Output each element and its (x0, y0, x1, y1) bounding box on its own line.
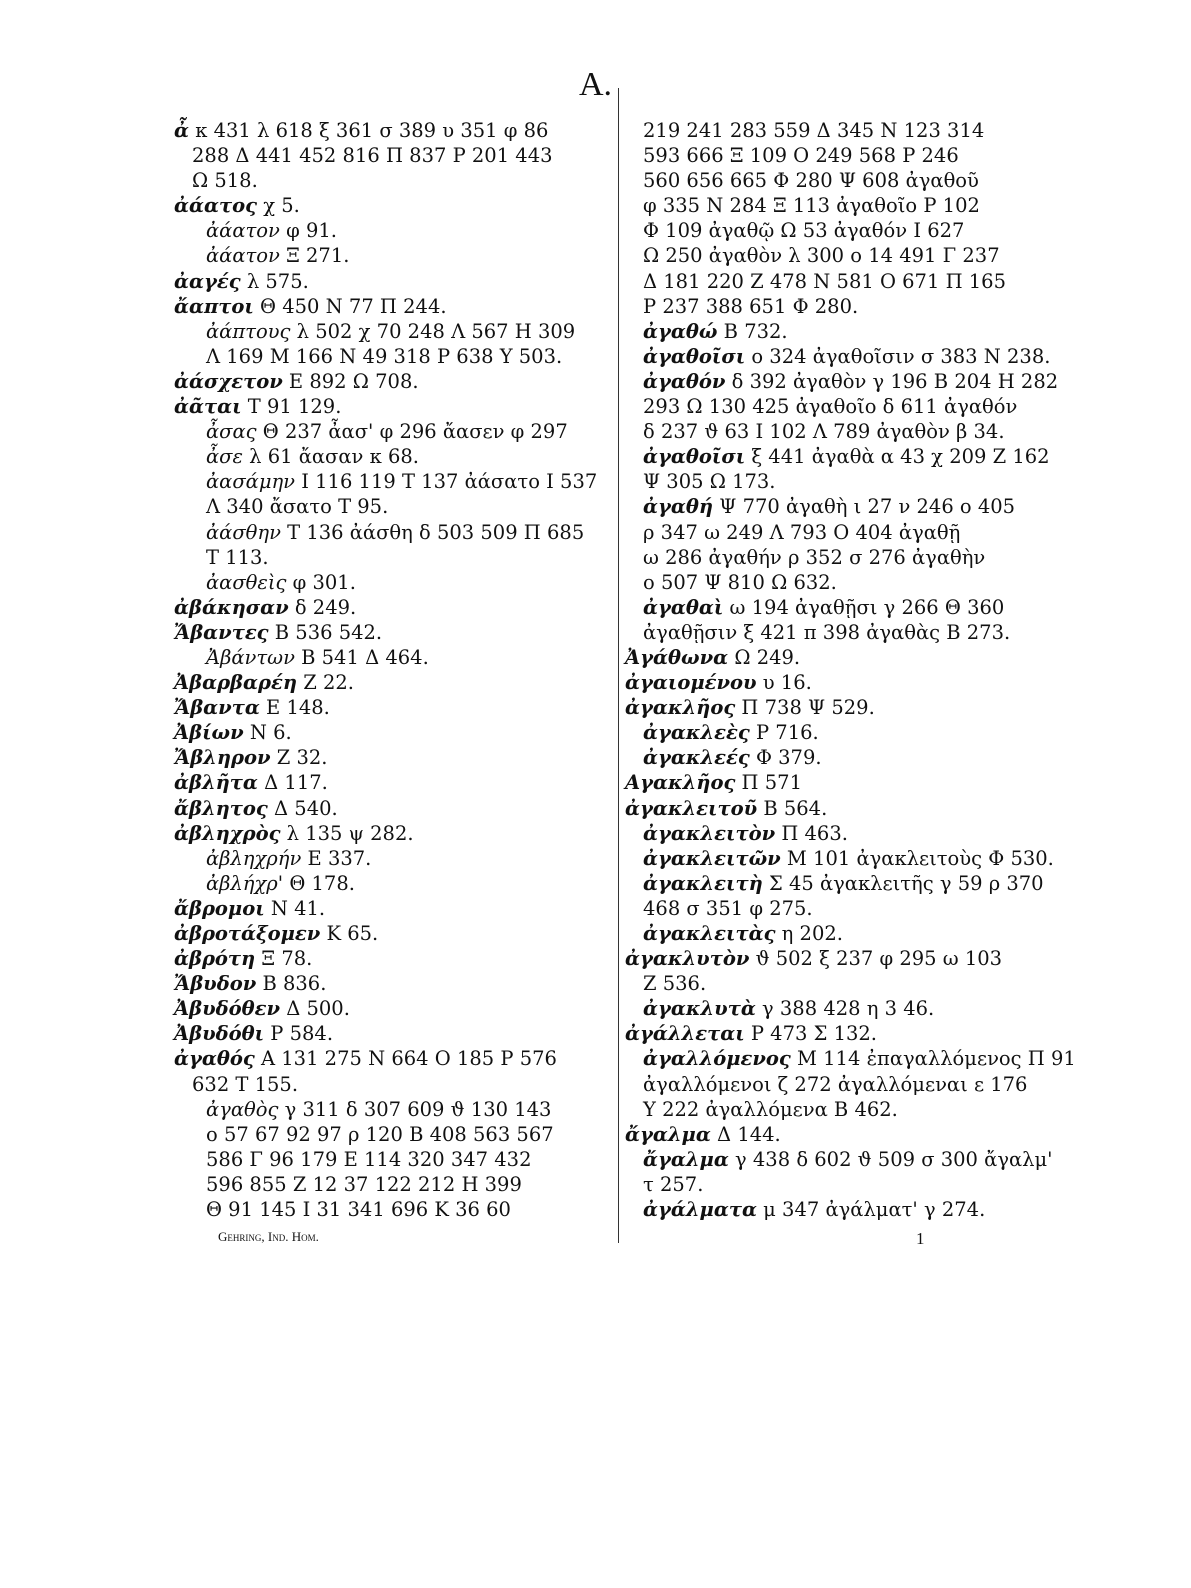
references: Τ 113. (206, 545, 269, 569)
headword: ἀβληχρὸς (174, 821, 281, 845)
references: υ 16. (756, 671, 812, 695)
headword: ἀγαθώ (643, 319, 718, 343)
entry-line (625, 670, 1065, 695)
headword: ἀβρότη (174, 947, 256, 971)
references: Ε 337. (301, 846, 372, 870)
references: 593 666 Ξ 109 Ο 249 568 Ρ 246 (643, 144, 959, 168)
headword: ἀγάλματα (643, 1198, 757, 1222)
entry-line (625, 444, 1065, 469)
entry-line (174, 670, 612, 695)
references: Τ 91 129. (241, 395, 342, 419)
entry-line (625, 118, 1065, 143)
references: ο 57 67 92 97 ρ 120 Β 408 563 567 (206, 1122, 554, 1146)
references: Ι 116 119 Τ 137 ἀάσατο Ι 537 (295, 470, 598, 494)
references: ἀγαλλόμενοι ζ 272 ἀγαλλόμεναι ε 176 (643, 1072, 1028, 1096)
references: Θ 178. (283, 871, 355, 895)
references: Ζ 536. (643, 972, 707, 996)
entry-line (174, 996, 612, 1021)
entry-line (625, 1147, 1065, 1172)
references: Δ 181 220 Ζ 478 Ν 581 Ο 671 Π 165 (643, 269, 1006, 293)
entry-line (174, 319, 612, 344)
entry-line (174, 645, 612, 670)
references: Β 536 542. (268, 620, 383, 644)
entry-line (625, 720, 1065, 745)
entry-line (174, 1147, 612, 1172)
references: Δ 144. (710, 1122, 781, 1146)
references: Β 541 Δ 464. (294, 645, 429, 669)
entry-line (625, 620, 1065, 645)
entry-line (174, 846, 612, 871)
entry-line (625, 1021, 1065, 1046)
references: Σ 45 ἀγακλειτῆς γ 59 ρ 370 (762, 871, 1044, 895)
references: Ρ 237 388 651 Φ 280. (643, 294, 859, 318)
references: 632 Τ 155. (192, 1072, 299, 1096)
entry-line (174, 344, 612, 369)
headword: ἀαγές (174, 269, 241, 293)
headword: ἀᾶται (174, 395, 242, 419)
references: ἀγαθῇσιν ξ 421 π 398 ἀγαθὰς Β 273. (643, 620, 1011, 644)
references: χ 5. (257, 194, 300, 218)
page-number: 1 (916, 1229, 925, 1248)
references: λ 61 ἄασαν κ 68. (242, 445, 419, 469)
entry-line (174, 896, 612, 921)
headword: ἀάατον (206, 244, 280, 268)
headword: ἀάπτους (206, 319, 291, 343)
references: Θ 237 ἆασ' φ 296 ἄασεν φ 297 (256, 420, 568, 444)
references: Ω 250 ἀγαθὸν λ 300 ο 14 491 Γ 237 (643, 244, 1000, 268)
references: Ψ 770 ἀγαθὴ ι 27 ν 246 ο 405 (713, 495, 1016, 519)
headword: ἀγακλυτὰ (643, 997, 756, 1021)
references: ο 324 ἀγαθοῖσιν σ 383 Ν 238. (745, 344, 1051, 368)
entry-line (625, 168, 1065, 193)
references: Π 463. (775, 821, 848, 845)
headword: ἀγαθοῖσι (643, 344, 746, 368)
headword: ἀγαθόν (643, 369, 726, 393)
headword: ἆσας (206, 420, 257, 444)
headword: ἀβλῆτα (174, 771, 258, 795)
entry-line (174, 494, 612, 519)
references: Ν 6. (243, 721, 292, 745)
references: 596 855 Ζ 12 37 122 212 Η 399 (206, 1172, 522, 1196)
entry-line (625, 871, 1065, 896)
references: Ξ 271. (279, 244, 350, 268)
references: Θ 91 145 Ι 31 341 696 Κ 36 60 (206, 1198, 511, 1222)
entry-line (625, 770, 1065, 795)
entry-line (174, 595, 612, 620)
headword: ἀγάλλεται (625, 1022, 745, 1046)
entry-line (174, 394, 612, 419)
page-heading: A. (578, 66, 613, 103)
references: Ω 249. (728, 645, 801, 669)
entry-line (174, 469, 612, 494)
entry-line (174, 1122, 612, 1147)
entry-line (174, 620, 612, 645)
headword: ἀασθεὶς (206, 570, 287, 594)
entry-line (174, 745, 612, 770)
headword: ἀγακλυτὸν (625, 947, 750, 971)
entry-line (174, 369, 612, 394)
headword: Ἀβυδόθεν (174, 997, 281, 1021)
entry-line (625, 846, 1065, 871)
references: Θ 450 Ν 77 Π 244. (253, 294, 447, 318)
entry-line (174, 921, 612, 946)
headword: ἀάατος (174, 194, 258, 218)
entry-line (174, 971, 612, 996)
headword: ἀγακλῆος (625, 696, 736, 720)
references: Μ 114 ἐπαγαλλόμενος Π 91 (790, 1047, 1076, 1071)
entry-line (174, 1197, 612, 1222)
left-column (174, 118, 612, 1222)
headword: ἀγαθαὶ (643, 595, 724, 619)
entry-line (625, 369, 1065, 394)
references: η 202. (775, 922, 843, 945)
references: 219 241 283 559 Δ 345 Ν 123 314 (643, 119, 985, 142)
references: Δ 540. (267, 796, 338, 820)
headword: ἀγαλλόμενος (643, 1047, 791, 1071)
headword: ἀγαθὸς (206, 1097, 279, 1121)
references: 288 Δ 441 452 816 Π 837 Ρ 201 443 (192, 144, 553, 168)
references: Ρ 584. (264, 1022, 334, 1046)
entry-line (625, 1197, 1065, 1222)
references: ω 194 ἀγαθῇσι γ 266 Θ 360 (723, 595, 1005, 619)
references: λ 575. (240, 269, 309, 293)
references: Π 738 Ψ 529. (735, 696, 875, 720)
entry-line (625, 896, 1065, 921)
references: ξ 441 ἀγαθὰ α 43 χ 209 Ζ 162 (745, 445, 1050, 469)
references: Τ 136 ἀάσθη δ 503 509 Π 685 (280, 520, 585, 544)
column-divider (618, 88, 619, 1243)
references: Ζ 22. (297, 671, 354, 695)
headword: ἄαπτοι (174, 294, 254, 318)
entry-line (625, 218, 1065, 243)
entry-line (174, 1021, 612, 1046)
entry-line (625, 921, 1065, 946)
headword: Ἄβαντες (174, 620, 269, 644)
references: Υ 222 ἀγαλλόμενα Β 462. (643, 1097, 898, 1121)
references: Α 131 275 Ν 664 Ο 185 Ρ 576 (254, 1047, 557, 1071)
entry-line (174, 294, 612, 319)
headword: ἀγαθή (643, 495, 714, 519)
entry-line (625, 695, 1065, 720)
references: κ 431 λ 618 ξ 361 σ 389 υ 351 φ 86 (189, 119, 549, 142)
entry-line (625, 745, 1065, 770)
references: δ 392 ἀγαθὸν γ 196 Β 204 Η 282 (725, 369, 1059, 393)
headword: Ἄβυδον (174, 972, 257, 996)
references: 293 Ω 130 425 ἀγαθοῖο δ 611 ἀγαθόν (643, 395, 1018, 419)
references: ο 507 Ψ 810 Ω 632. (643, 570, 837, 594)
references: μ 347 ἀγάλματ' γ 274. (756, 1198, 986, 1222)
entry-line (625, 419, 1065, 444)
references: τ 257. (643, 1172, 704, 1196)
references: Δ 117. (257, 771, 328, 795)
entry-line (174, 570, 612, 595)
entry-line (174, 168, 612, 193)
references: Δ 500. (280, 997, 350, 1021)
references: 586 Γ 96 179 Ε 114 320 347 432 (206, 1147, 532, 1171)
headword: Ἀβίων (174, 721, 244, 745)
entry-line (625, 494, 1065, 519)
entry-line (174, 695, 612, 720)
references: Μ 101 ἀγακλειτοὺς Φ 530. (780, 846, 1054, 870)
entry-line (174, 1046, 612, 1071)
headword: Ἀβαρβαρέη (174, 671, 298, 695)
headword: ἀβροτάξομεν (174, 922, 321, 945)
entry-line (174, 1072, 612, 1097)
entry-line (625, 143, 1065, 168)
entry-line (625, 520, 1065, 545)
entry-line (625, 193, 1065, 218)
entry-line (625, 595, 1065, 620)
entry-line (174, 871, 612, 896)
entry-line (174, 1097, 612, 1122)
references: Β 836. (256, 972, 327, 996)
references: Ν 41. (264, 896, 326, 920)
headword: Ἀγάθωνα (625, 645, 729, 669)
references: 560 656 665 Φ 280 Ψ 608 ἀγαθοῦ (643, 169, 979, 193)
headword: ἀγακλειτοῦ (625, 796, 758, 820)
headword: ἀγακλειτὸν (643, 821, 776, 845)
references: φ 91. (279, 219, 337, 243)
references: Β 564. (757, 796, 828, 820)
references: Ω 518. (192, 169, 258, 193)
references: Ξ 78. (255, 947, 313, 971)
headword: ἀγακλεές (643, 746, 750, 770)
headword: ἀγαιομένου (625, 671, 757, 695)
references: φ 301. (286, 570, 356, 594)
entry-line (174, 143, 612, 168)
headword: ἄγαλμα (643, 1147, 729, 1171)
entry-line (174, 243, 612, 268)
references: γ 388 428 η 3 46. (755, 997, 935, 1021)
references: γ 438 δ 602 ϑ 509 σ 300 ἄγαλμ' (728, 1147, 1053, 1171)
entry-line (625, 1172, 1065, 1197)
entry-line (174, 520, 612, 545)
entry-line (174, 193, 612, 218)
headword: Ἀβυδόθι (174, 1022, 265, 1046)
entry-line (625, 545, 1065, 570)
entry-line (625, 394, 1065, 419)
entry-line (174, 946, 612, 971)
references: Ζ 32. (270, 746, 328, 770)
headword: Αγακλῆος (625, 771, 736, 795)
entry-line (625, 971, 1065, 996)
entry-line (625, 344, 1065, 369)
references: ω 286 ἀγαθήν ρ 352 σ 276 ἀγαθὴν (643, 545, 986, 569)
headword: ἄβρομοι (174, 896, 265, 920)
entry-line (174, 770, 612, 795)
references: Λ 340 ἄσατο Τ 95. (206, 495, 389, 519)
headword: ἀάσχετον (174, 369, 283, 393)
references: ρ 347 ω 249 Λ 793 Ο 404 ἀγαθῇ (643, 520, 961, 544)
headword: ἆ (174, 119, 190, 142)
headword: ἄγαλμα (625, 1122, 711, 1146)
references: Ψ 305 Ω 173. (643, 470, 776, 494)
references: Ε 148. (259, 696, 330, 720)
entry-line (625, 243, 1065, 268)
headword: Ἀβάντων (206, 645, 295, 669)
entry-line (625, 570, 1065, 595)
headword: ἀβάκησαν (174, 595, 289, 619)
entry-line (625, 946, 1065, 971)
entry-line (174, 1172, 612, 1197)
entry-line (174, 118, 612, 143)
entry-line (174, 720, 612, 745)
entry-line (174, 821, 612, 846)
right-column (625, 118, 1076, 1222)
entry-line (174, 218, 612, 243)
headword: ἀάατον (206, 219, 280, 243)
headword: ἀασάμην (206, 470, 296, 494)
entry-line (174, 545, 612, 570)
references: γ 311 δ 307 609 ϑ 130 143 (278, 1097, 552, 1121)
entry-line (174, 444, 612, 469)
references: ϑ 502 ξ 237 φ 295 ω 103 (749, 947, 1003, 971)
headword: ἀάσθην (206, 520, 281, 544)
references: Φ 379. (749, 746, 822, 770)
entry-line (625, 269, 1065, 294)
headword: ἀγαθός (174, 1047, 255, 1071)
references: Ρ 716. (749, 721, 819, 745)
references: λ 502 χ 70 248 Λ 567 Η 309 (290, 319, 576, 343)
references: λ 135 ψ 282. (280, 821, 414, 845)
references: Β 732. (717, 319, 788, 343)
headword: ἀγακλειτὴ (643, 871, 763, 895)
headword: ἀβλήχρ' (206, 871, 284, 895)
entry-line (625, 996, 1065, 1021)
entry-line (174, 269, 612, 294)
entry-line (174, 419, 612, 444)
references: φ 335 Ν 284 Ξ 113 ἀγαθοῖο Ρ 102 (643, 194, 980, 218)
references: Κ 65. (320, 922, 379, 945)
entry-line (174, 796, 612, 821)
entry-line (625, 469, 1065, 494)
headword: ἄβλητος (174, 796, 268, 820)
entry-line (625, 645, 1065, 670)
headword: ἀγακλειτὰς (643, 922, 776, 945)
entry-line (625, 1122, 1065, 1147)
footer-citation: Gehring, Ind. Hom. (218, 1229, 319, 1244)
entry-line (625, 821, 1065, 846)
references: Ρ 473 Σ 132. (744, 1022, 877, 1046)
entry-line (625, 1097, 1065, 1122)
headword: ἀγακλειτῶν (643, 846, 781, 870)
references: δ 237 ϑ 63 Ι 102 Λ 789 ἀγαθὸν β 34. (643, 420, 1005, 444)
references: 468 σ 351 φ 275. (643, 896, 813, 920)
references: δ 249. (288, 595, 357, 619)
headword: ἆσε (206, 445, 243, 469)
entry-line (625, 796, 1065, 821)
references: Π 571 (735, 771, 802, 795)
headword: ἀγαθοῖσι (643, 445, 746, 469)
entry-line (625, 319, 1065, 344)
references: Ε 892 Ω 708. (282, 369, 419, 393)
entry-line (625, 1046, 1076, 1071)
references: Λ 169 Μ 166 Ν 49 318 Ρ 638 Υ 503. (206, 344, 563, 368)
headword: Ἄβληρον (174, 746, 271, 770)
entry-line (625, 294, 1065, 319)
entry-line (625, 1072, 1065, 1097)
headword: ἀβληχρήν (206, 846, 302, 870)
headword: ἀγακλεὲς (643, 721, 750, 745)
references: Φ 109 ἀγαθῷ Ω 53 ἀγαθόν Ι 627 (643, 219, 965, 243)
headword: Ἄβαντα (174, 696, 260, 720)
